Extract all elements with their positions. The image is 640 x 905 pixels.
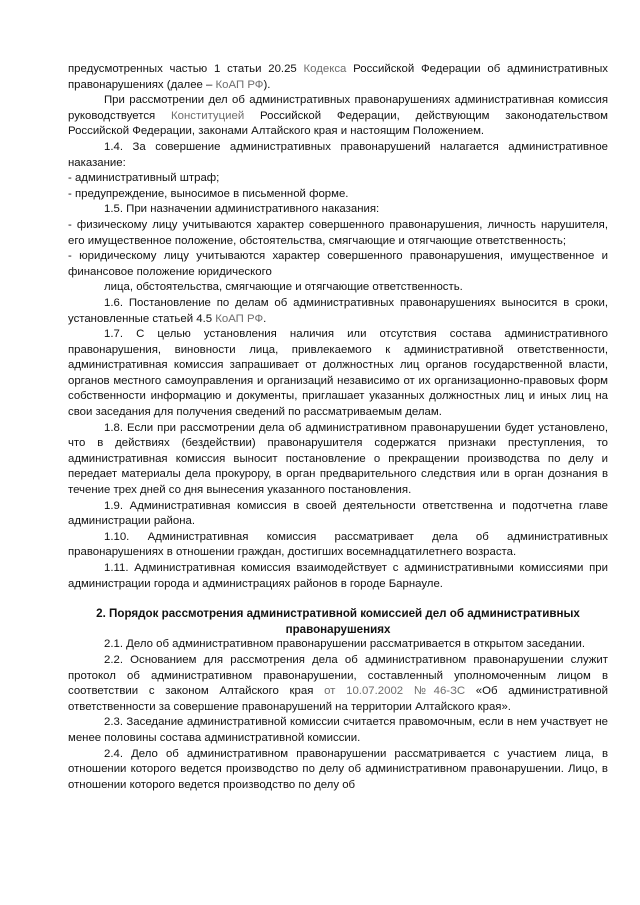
text-run: . <box>263 312 267 325</box>
paragraph-continuation <box>68 280 608 296</box>
paragraph <box>68 747 608 794</box>
law-reference-link[interactable]: КоАП РФ <box>215 78 264 91</box>
paragraph <box>68 218 608 249</box>
paragraph <box>68 140 608 171</box>
paragraph <box>68 327 608 421</box>
text-run: 1.10. Административная комиссия рассматривает дела об административных правонарушениях в отношении граждан, достигших восемнадцатилетнего возраста. <box>68 530 608 559</box>
text-run: 1.4. За совершение административных правонарушений налагается административное наказание: <box>68 140 608 169</box>
section-heading <box>68 606 608 637</box>
text-run: 1.6. Постановление по делам об административных правонарушениях выносится в сроки, установленные статьей 4.5 <box>68 296 608 325</box>
text-run: 2. Порядок рассмотрения административной комиссией дел об административных правонарушениях <box>96 607 580 636</box>
text-run: предусмотренных частью 1 статьи 20.25 <box>68 63 304 75</box>
text-run: 2.2. Основанием для рассмотрения дела об административном правонарушении служит протокол об административном правонарушении, составленный уполномоченным лицом в соответствии с законом Алтайского края <box>68 653 608 698</box>
text-run: Российской Федерации об административных правонарушениях (далее – <box>68 63 608 91</box>
text-run: лица, обстоятельства, смягчающие и отягчающие ответственность. <box>104 281 463 294</box>
text-run: 1.9. Административная комиссия в своей деятельности ответственна и подотчетна главе администрации района. <box>68 499 608 528</box>
text-run: 2.4. Дело об административном правонарушении рассматривается с участием лица, в отношении которого ведется производство по делу об административном правонарушении. Лицо, в отношении которого ведется производство по делу об <box>68 747 608 791</box>
law-reference-link[interactable]: КоАП РФ <box>215 312 264 325</box>
text-run: 1.8. Если при рассмотрении дела об административном правонарушении будет установлено, что в действиях (бездействии) правонарушителя содержатся признаки преступления, то административная комиссия выносит постановление о прекращении производства по делу и передает материалы дела прокурору, в орган предварительного следствия или в орган дознания в течение трех дней со дня вынесения указанного постановления. <box>68 421 608 497</box>
text-run: - предупреждение, выносимое в письменной форме. <box>68 187 349 200</box>
paragraph <box>68 62 608 93</box>
paragraph <box>68 499 608 530</box>
text-run: 1.7. С целью установления наличия или отсутствия состава административного правонарушения, виновности лица, привлекаемого к административной ответственности, административная комиссия запрашивает от должностных лиц органов государственной власти, органов местного самоуправления и организаций независимо от их организационно-правовых форм собственности информацию и документы, приглашает указанных должностных лиц и иных лиц на свои заседания для получения сведений по рассматриваемым делам. <box>68 328 608 419</box>
text-run: 1.5. При назначении административного наказания: <box>104 203 380 216</box>
text-run: 1.11. Административная комиссия взаимодействует с административными комиссиями при администрации города и администрациях районов в городе Барнауле. <box>68 562 608 590</box>
list-item <box>68 171 608 187</box>
paragraph <box>68 296 608 327</box>
text-run: 2.3. Заседание административной комиссии считается правомочным, если в нем участвует не менее половины состава административной комиссии. <box>68 716 608 744</box>
text-run: Российской Федерации, действующим законодательством Российской Федерации, законами Алтайского края и настоящим Положением. <box>68 109 608 138</box>
paragraph <box>68 249 608 280</box>
paragraph <box>68 653 608 715</box>
paragraph <box>68 202 608 218</box>
text-run: 2.1. Дело об административном правонарушении рассматривается в открытом заседании. <box>104 638 585 651</box>
paragraph <box>68 93 608 140</box>
text-run: - административный штраф; <box>68 172 220 185</box>
paragraph <box>68 421 608 499</box>
text-run: - юридическому лицу учитываются характер совершенного правонарушения, имущественное и финансовое положение юридического <box>68 250 608 278</box>
list-item <box>68 187 608 203</box>
paragraph <box>68 561 608 592</box>
text-run: «Об административной ответственности за совершение правонарушений на территории Алтайского края». <box>68 685 608 713</box>
law-reference-link[interactable]: Конституцией <box>171 109 245 122</box>
paragraph <box>68 530 608 561</box>
text-run: - физическому лицу учитываются характер совершенного правонарушения, личность нарушителя, его имущественное положение, обстоятельства, смягчающие и отягчающие ответственность; <box>68 218 608 247</box>
law-reference-link[interactable]: Кодекса <box>303 63 347 75</box>
text-run: При рассмотрении дел об административных правонарушениях административная комиссия руководствуется <box>68 94 608 122</box>
paragraph <box>68 637 608 653</box>
text-run: ). <box>263 78 271 91</box>
law-reference-link[interactable]: от 10.07.2002 №46-ЗС <box>324 685 466 698</box>
paragraph <box>68 715 608 746</box>
section-spacer <box>68 592 608 606</box>
